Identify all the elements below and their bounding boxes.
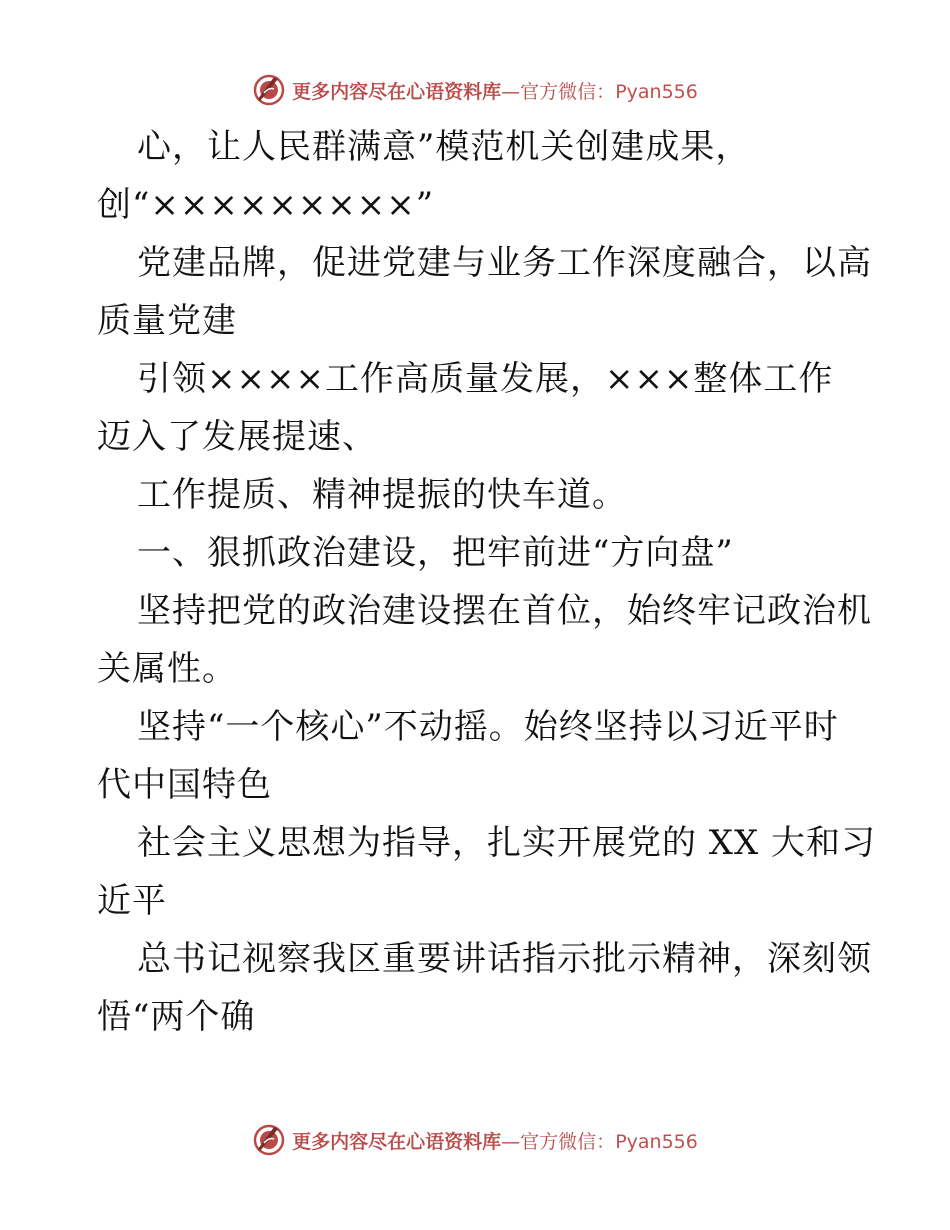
watermark-separator: — <box>501 1130 521 1153</box>
body-line: 关属性。 <box>97 649 237 689</box>
body-line: 质量党建 <box>97 301 237 341</box>
body-line: 悟“两个确 <box>97 997 256 1037</box>
body-line: 心，让人民群满意”模范机关创建成果， <box>137 127 751 167</box>
section-heading: 一、狠抓政治建设，把牢前进“方向盘” <box>137 533 734 573</box>
footer-watermark <box>0 1120 950 1160</box>
quill-logo-icon <box>252 73 286 107</box>
body-line: 坚持“一个核心”不动摇。始终坚持以习近平时 <box>137 707 839 747</box>
body-line: 代中国特色 <box>97 765 272 805</box>
watermark-id: Pyan556 <box>615 1130 698 1153</box>
quill-logo-icon <box>252 1123 286 1157</box>
watermark-official: 官方微信： <box>520 1130 616 1153</box>
body-line: 党建品牌，促进党建与业务工作深度融合，以高 <box>137 243 872 283</box>
watermark-main: 更多内容尽在心语资料库 <box>292 1130 502 1153</box>
body-line: 工作提质、精神提振的快车道。 <box>137 475 627 515</box>
watermark-text <box>292 77 698 104</box>
watermark-separator: — <box>501 80 521 103</box>
body-line: 近平 <box>97 881 167 921</box>
header-watermark <box>0 70 950 110</box>
body-line: 迈入了发展提速、 <box>97 417 377 457</box>
body-line: 总书记视察我区重要讲话指示批示精神，深刻领 <box>137 939 872 979</box>
body-line: 社会主义思想为指导，扎实开展党的 XX 大和习 <box>137 823 877 863</box>
watermark-id: Pyan556 <box>615 80 698 103</box>
body-line: 创“×××××××××” <box>97 185 435 225</box>
document-body <box>97 118 877 1046</box>
watermark-main: 更多内容尽在心语资料库 <box>292 80 502 103</box>
watermark-text <box>292 1127 698 1154</box>
body-line: 引领××××工作高质量发展，×××整体工作 <box>137 359 834 399</box>
body-line: 坚持把党的政治建设摆在首位，始终牢记政治机 <box>137 591 872 631</box>
watermark-official: 官方微信： <box>520 80 616 103</box>
